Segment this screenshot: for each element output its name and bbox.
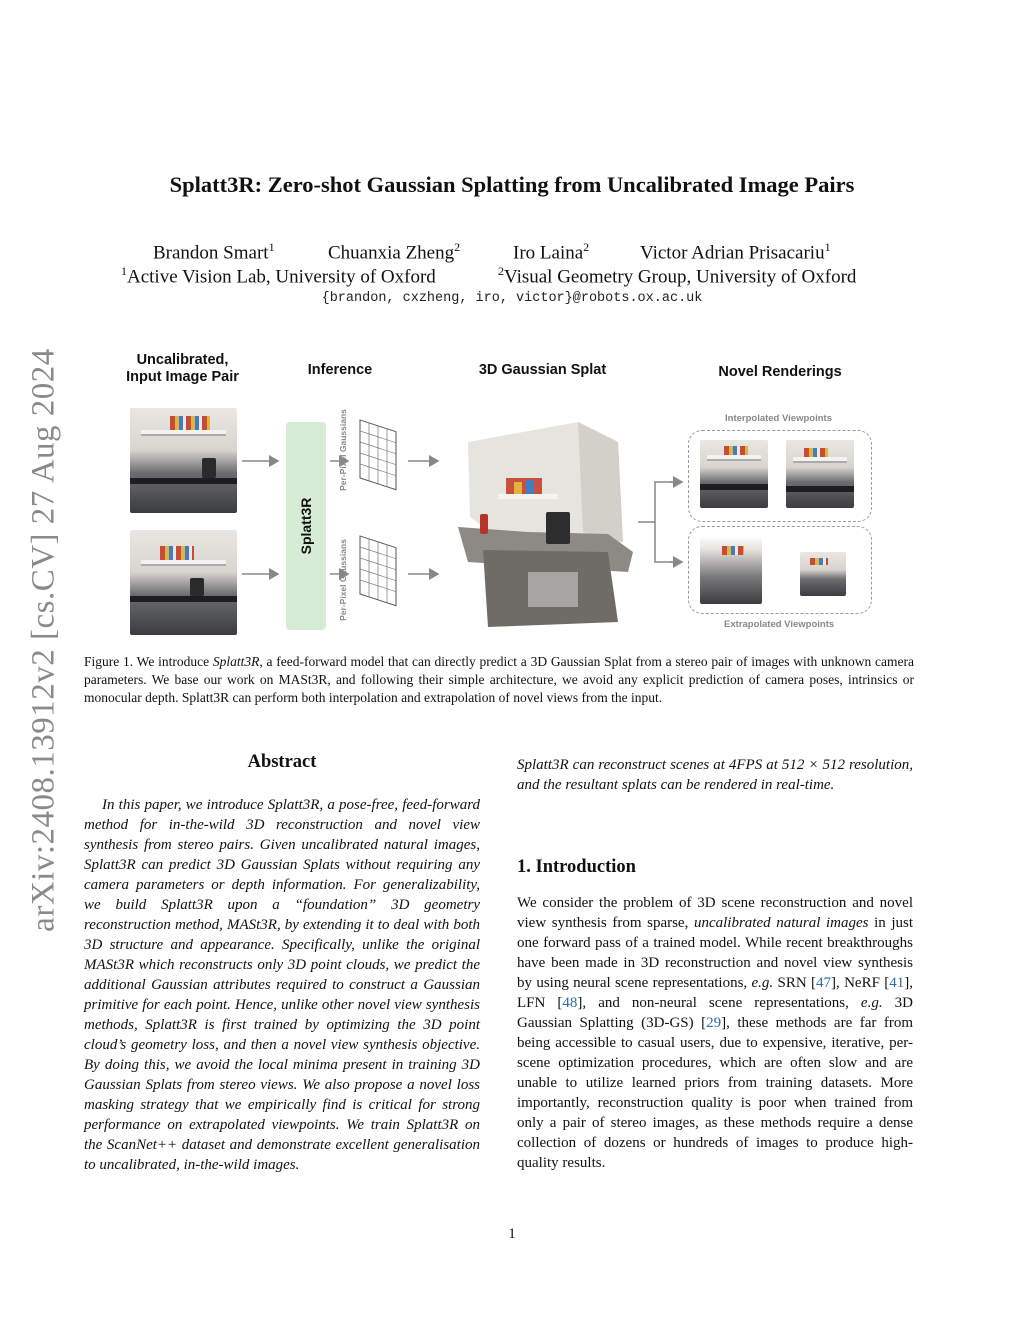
page-number: 1 bbox=[508, 1226, 516, 1242]
per-pixel-label-top: Per-Pixel Gaussians bbox=[338, 409, 348, 491]
gaussian-grid-top bbox=[360, 420, 396, 490]
extrapolated-render-1 bbox=[700, 536, 762, 604]
citation-link[interactable]: 41 bbox=[889, 975, 905, 991]
citation-link[interactable]: 47 bbox=[816, 975, 832, 991]
figure-1 bbox=[110, 340, 920, 640]
splatt3r-model-label: Splatt3R bbox=[298, 497, 314, 555]
interpolated-render-1 bbox=[700, 440, 768, 508]
affiliation: $^1$Active Vision Lab, University of Oxford bbox=[121, 264, 436, 288]
author: Iro Laina$^2$ bbox=[513, 240, 590, 264]
affiliation: $^2$Visual Geometry Group, University of Oxford bbox=[498, 264, 857, 288]
author: Chuanxia Zheng$^2$ bbox=[328, 240, 461, 264]
citation-link[interactable]: 48 bbox=[562, 995, 578, 1011]
figure-label-inference: Inference bbox=[307, 362, 373, 378]
author-emails: {brandon, cxzheng, iro, victor}@robots.ox.ac.uk bbox=[321, 291, 703, 306]
interpolated-label: Interpolated Viewpoints bbox=[725, 413, 832, 424]
figure-label-input: Uncalibrated, Input Image Pair bbox=[126, 352, 239, 386]
arxiv-identifier: arXiv:2408.13912v2 [cs.CV] 27 Aug 2024 bbox=[25, 348, 62, 932]
gaussian-splat-render bbox=[458, 422, 633, 632]
extrapolated-render-2 bbox=[800, 552, 846, 596]
figure-caption: Figure 1. We introduce Splatt3R, a feed-forward model that can directly predict a 3D Gaussian Splat from a stereo pair of images with unknown camera parameters. We base our work on MASt3R, and following their simple architecture, we avoid any explicit prediction of camera poses, intrinsics or monocular depth. Splatt3R can perform both interpolation and extrapolation of novel views from the input. bbox=[84, 654, 914, 705]
interpolated-render-2 bbox=[786, 440, 854, 508]
author: Brandon Smart$^1$ bbox=[153, 240, 275, 264]
introduction-body: We consider the problem of 3D scene reconstruction and novel view synthesis from sparse, uncalibrated natural images in just one forward pass of a trained model. While recent breakthroughs have been made in 3D reconstruction and novel view synthesis by using neural scene representations, e.g. SRN [47], NeRF [41], LFN [48], and non-neural scene representations, e.g. 3D Gaussian Splatting (3D-GS) [29], these methods are far from being accessible to casual users, due to expensive, iterative, per-scene optimization procedures, which are often slow and are unable to utilize learned priors from training datasets. More importantly, reconstruction quality is poor when trained from only a pair of stereo images, as these methods require a dense collection of dozens or hundreds of images to produce high-quality results. bbox=[517, 895, 914, 1171]
author: Victor Adrian Prisacariu$^1$ bbox=[640, 240, 831, 264]
citation-link[interactable]: 29 bbox=[706, 1015, 722, 1031]
abstract-body: In this paper, we introduce Splatt3R, a pose-free, feed-forward method for in-the-wild 3D reconstruction and novel view synthesis from stereo pairs. Given uncalibrated natural images, Splatt3R can predict 3D Gaussian Splats without requiring any camera parameters or depth information. For generalizability, we build Splatt3R upon a “foundation” 3D geometry reconstruction method, MASt3R, by extending it to deal with both 3D structure and appearance. Specifically, unlike the original MASt3R which reconstructs only 3D point clouds, we predict the additional Gaussian attributes required to construct a Gaussian primitive for each point. Hence, unlike other novel view synthesis methods, Splatt3R is first trained by optimizing the 3D point cloud’s geometry loss, and then a novel view synthesis objective. By doing this, we avoid the local minima present in training 3D Gaussian Splats from stereo views. We also propose a novel loss masking strategy that we empirically find is critical for strong performance on extrapolated viewpoints. We train Splatt3R on the ScanNet++ dataset and demonstrate excellent generalisation to uncalibrated, in-the-wild images. bbox=[84, 797, 480, 1173]
abstract-continuation: Splatt3R can reconstruct scenes at 4FPS at 512 × 512 resolution, and the resultant splats can be rendered in real-time. bbox=[517, 757, 913, 793]
gaussian-grid-bottom bbox=[360, 536, 396, 606]
extrapolated-label: Extrapolated Viewpoints bbox=[724, 619, 835, 630]
per-pixel-label-bottom: Per-Pixel Gaussians bbox=[338, 539, 348, 621]
fork-arrow bbox=[638, 482, 678, 562]
paper-title: Splatt3R: Zero-shot Gaussian Splatting from Uncalibrated Image Pairs bbox=[169, 172, 855, 197]
figure-label-novel: Novel Renderings bbox=[718, 364, 842, 380]
introduction-heading: 1. Introduction bbox=[517, 857, 636, 877]
abstract-heading: Abstract bbox=[247, 752, 317, 772]
figure-label-splat: 3D Gaussian Splat bbox=[478, 362, 607, 378]
